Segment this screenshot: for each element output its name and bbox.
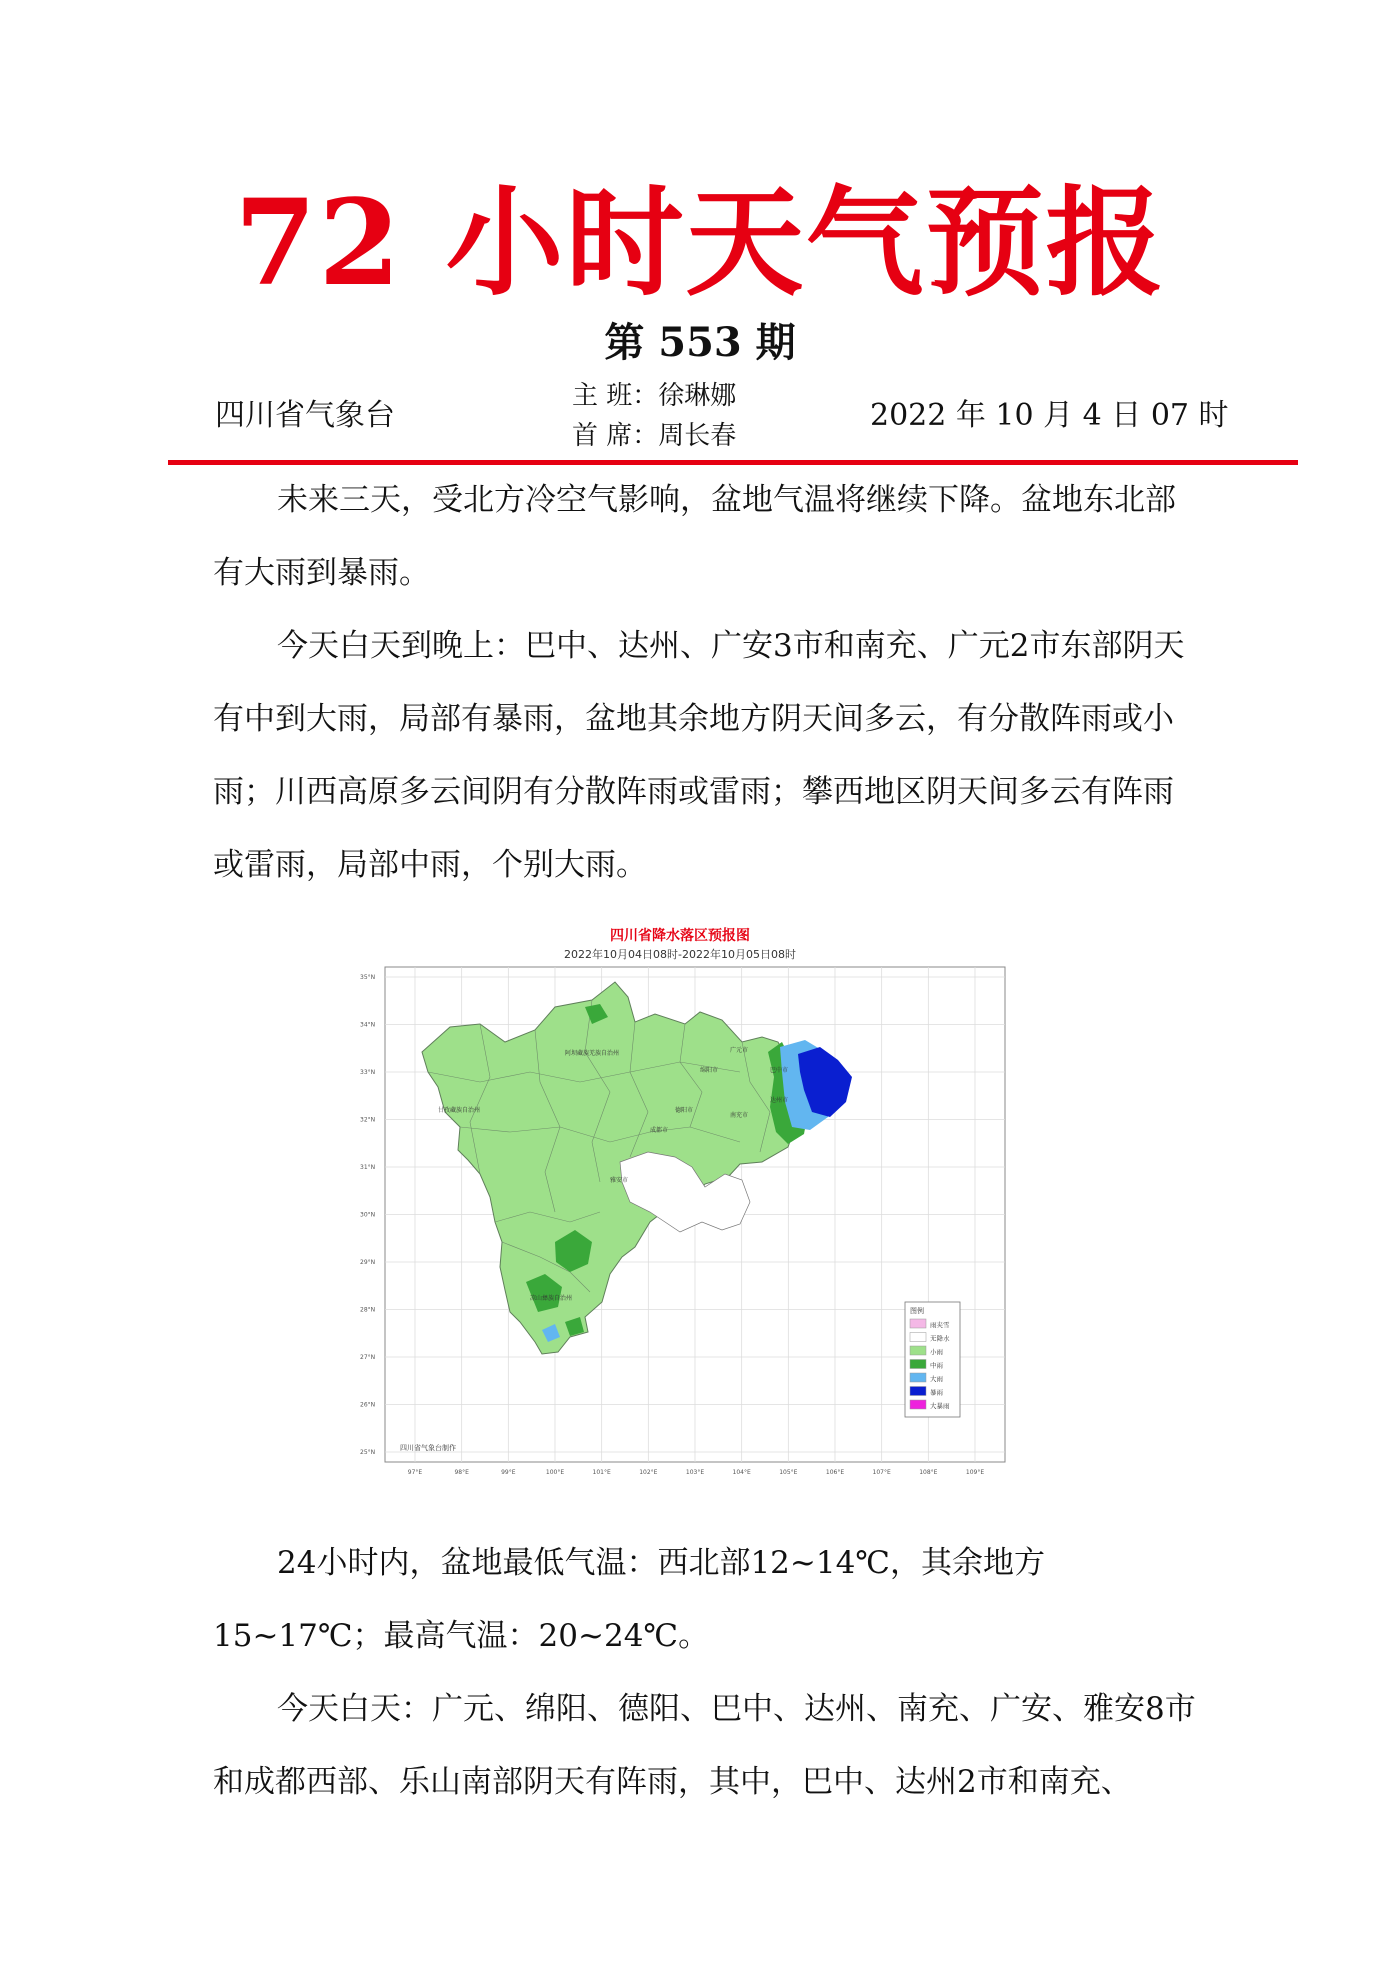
legend-swatch: [910, 1373, 926, 1382]
lat-label: 31°N: [360, 1164, 376, 1171]
region-label: 南充市: [730, 1112, 749, 1119]
lon-label: 103°E: [685, 1469, 705, 1476]
issue-number: 第 553 期: [604, 319, 796, 366]
lat-label: 28°N: [360, 1306, 376, 1314]
lon-label: 105°E: [779, 1469, 798, 1476]
region-label: 德阳市: [675, 1107, 694, 1114]
summary-paragraph: 未来三天，受北方冷空气影响，盆地气温将继续下降。盆地东北部有大雨到暴雨。: [213, 482, 1176, 591]
legend-label: 暴雨: [930, 1388, 943, 1397]
region-label: 凉山彝族自治州: [530, 1295, 573, 1302]
chief-forecaster: 首 席：周长春: [572, 421, 737, 451]
lon-label: 101°E: [592, 1469, 611, 1476]
region-label: 成都市: [650, 1127, 669, 1134]
lat-label: 32°N: [360, 1116, 376, 1124]
legend-swatch: [910, 1360, 926, 1369]
lon-label: 100°E: [545, 1469, 565, 1476]
region-label: 雅安市: [610, 1177, 629, 1184]
forecast-paragraph-today: 今天白天到晚上：巴中、达州、广安3市和南充、广元2市东部阴天有中到大雨，局部有暴雨，盆地其余地方阴天间多云，有分散阵雨或小雨；川西高原多云间阴有分散阵雨或雷雨；攀西地区阴天间多云有阵雨或雷雨，局部中雨，个别大雨。: [213, 628, 1185, 883]
report-title: 72 小时天气预报: [234, 173, 1166, 312]
legend-label: 无降水: [930, 1334, 950, 1343]
lon-label: 104°E: [732, 1469, 751, 1476]
lat-label: 35°N: [360, 974, 376, 981]
legend-label: 小雨: [930, 1348, 943, 1356]
lon-label: 108°E: [919, 1469, 938, 1476]
longitude-labels: [408, 1469, 985, 1476]
legend-label: 中雨: [930, 1361, 943, 1370]
legend-swatch: [910, 1387, 926, 1396]
legend-label: 雨夹雪: [930, 1321, 950, 1329]
forecast-paragraph-daytime: 今天白天：广元、绵阳、德阳、巴中、达州、南充、广安、雅安8市和成都西部、乐山南部阴天有阵雨，其中，巴中、达州2市和南充、: [213, 1691, 1196, 1800]
lon-label: 109°E: [965, 1469, 985, 1476]
region-label: 绵阳市: [700, 1067, 719, 1074]
legend-swatch: [910, 1346, 926, 1355]
map-subtitle: 2022年10月04日08时-2022年10月05日08时: [564, 948, 796, 961]
lon-label: 107°E: [872, 1469, 891, 1476]
staff-block: [572, 376, 736, 456]
lat-label: 33°N: [360, 1069, 376, 1076]
map-legend: [905, 1302, 960, 1417]
lon-label: 106°E: [825, 1469, 845, 1476]
lon-label: 99°E: [501, 1469, 516, 1476]
lat-label: 29°N: [360, 1259, 376, 1266]
map-credit: 四川省气象台制作: [400, 1444, 456, 1452]
legend-swatch: [910, 1400, 926, 1409]
legend-title: 图例: [910, 1307, 924, 1315]
duty-forecaster: 主 班：徐琳娜: [572, 381, 737, 411]
lon-label: 98°E: [454, 1469, 469, 1476]
lon-label: 97°E: [407, 1469, 423, 1476]
region-label: 阿坝藏族羌族自治州: [565, 1050, 620, 1057]
region-label: 甘孜藏族自治州: [438, 1107, 481, 1114]
region-label: 广元市: [730, 1047, 749, 1054]
legend-label: 大雨: [930, 1375, 943, 1383]
region-label: 巴中市: [770, 1067, 789, 1074]
lon-label: 102°E: [639, 1469, 658, 1476]
latitude-labels: [360, 974, 375, 1456]
map-title: 四川省降水落区预报图: [610, 928, 750, 944]
legend-swatch: [910, 1333, 926, 1342]
lat-label: 34°N: [360, 1021, 376, 1029]
lat-label: 25°N: [360, 1449, 376, 1456]
temperature-paragraph: 24小时内，盆地最低气温：西北部12~14℃，其余地方15~17℃；最高气温：20~24℃。: [213, 1545, 1045, 1654]
lat-label: 26°N: [360, 1401, 376, 1409]
region-label: 达州市: [770, 1097, 789, 1104]
precipitation-forecast-map: [330, 912, 1030, 1482]
lat-label: 30°N: [360, 1211, 376, 1219]
lat-label: 27°N: [360, 1354, 376, 1361]
legend-label: 大暴雨: [930, 1402, 950, 1410]
legend-swatch: [910, 1319, 926, 1328]
issue-date: 2022 年 10 月 4 日 07 时: [870, 398, 1229, 433]
issuing-organization: 四川省气象台: [215, 398, 395, 433]
